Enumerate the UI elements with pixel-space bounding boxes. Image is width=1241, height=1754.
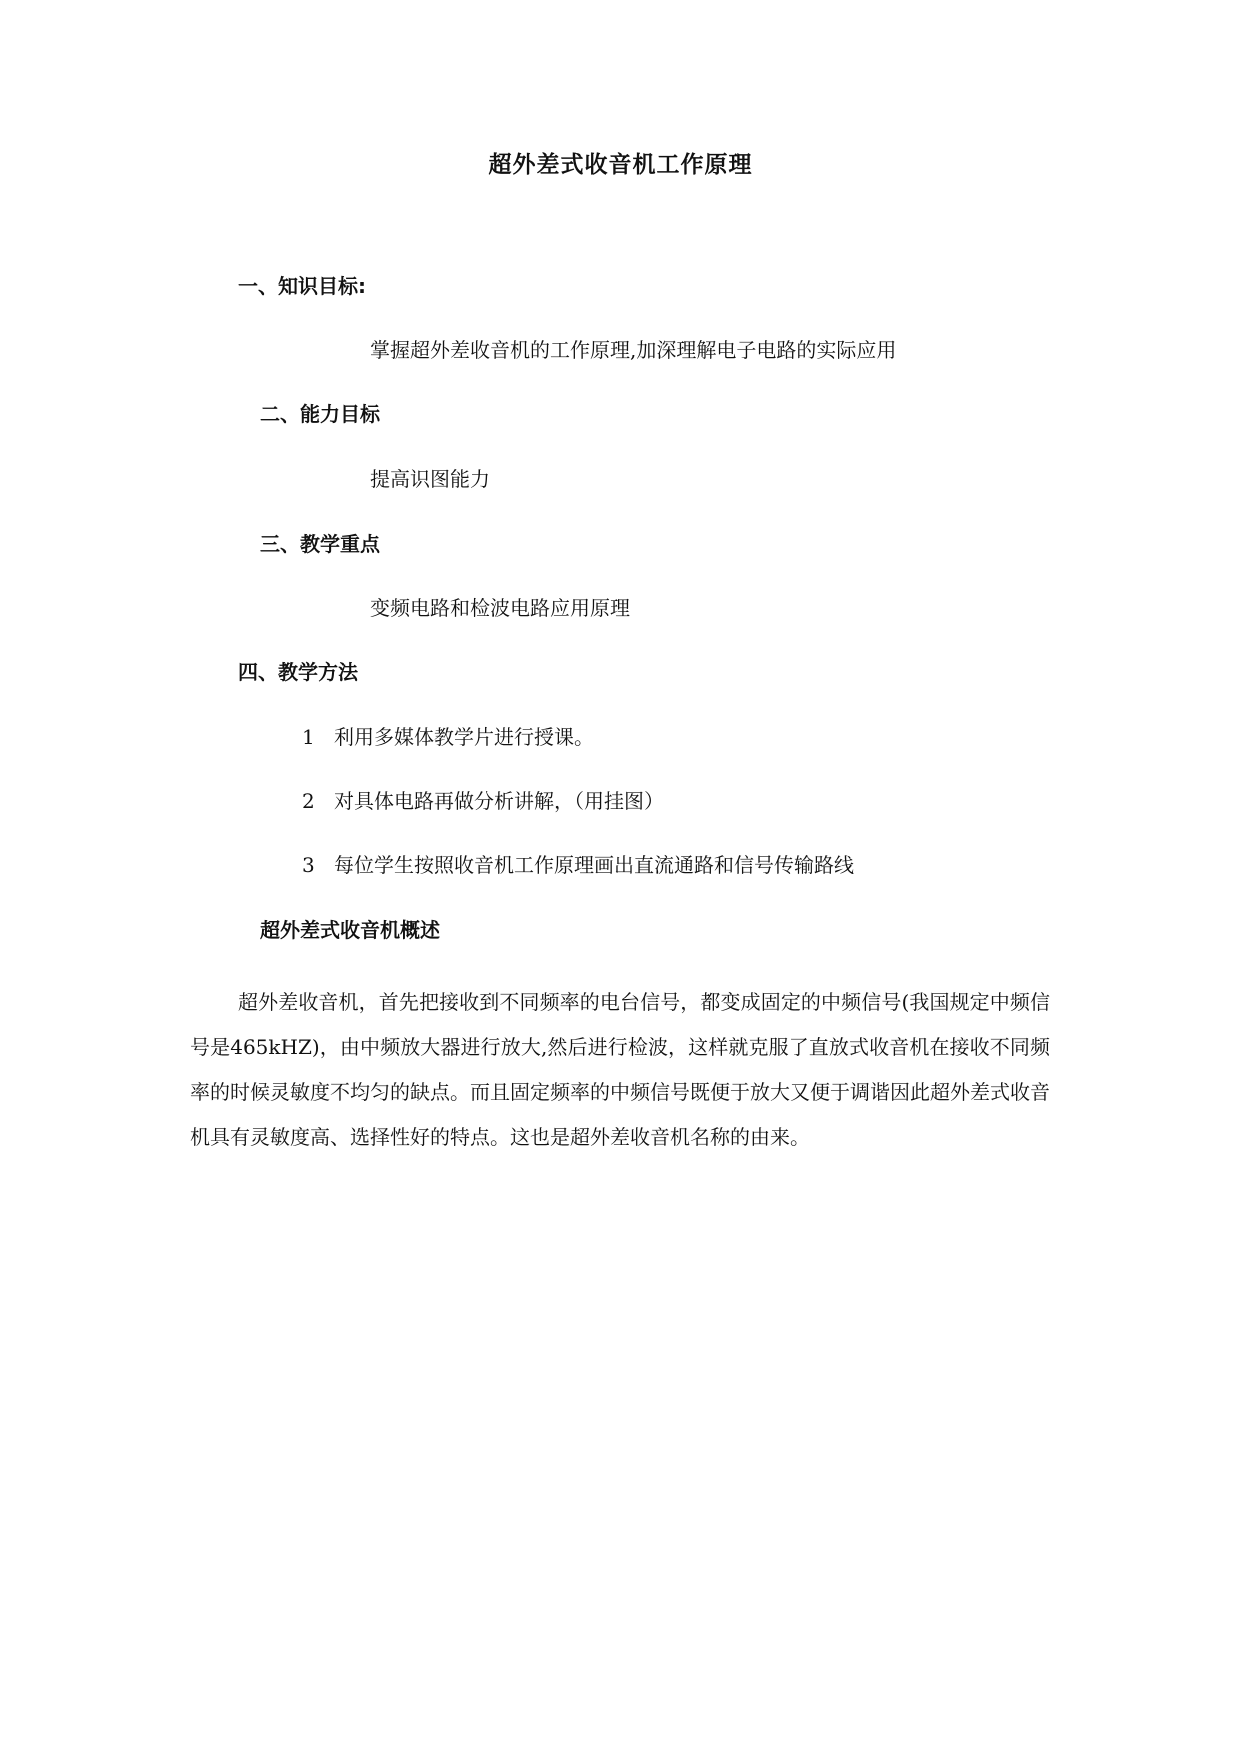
page-title: 超外差式收音机工作原理 <box>488 152 753 178</box>
method-item-number: 2 <box>302 789 315 813</box>
method-item-text: 对具体电路再做分析讲解，（用挂图） <box>334 789 664 813</box>
heading-teaching-focus: 三、教学重点 <box>260 532 380 556</box>
method-item-text: 每位学生按照收音机工作原理画出直流通路和信号传输路线 <box>334 853 854 877</box>
heading-knowledge-goal: 一、知识目标: <box>238 274 366 298</box>
method-item-number: 3 <box>302 853 315 877</box>
method-item <box>302 850 854 880</box>
heading-ability-goal: 二、能力目标 <box>260 402 380 426</box>
method-item-number: 1 <box>302 725 315 749</box>
ability-goal-text: 提高识图能力 <box>370 467 490 491</box>
overview-paragraph: 超外差收音机，首先把接收到不同频率的电台信号，都变成固定的中频信号(我国规定中频信号是465kHZ)，由中频放大器进行放大,然后进行检波，这样就克服了直放式收音机在接收不同频率的时候灵敏度不均匀的缺点。而且固定频率的中频信号既便于放大又便于调谐因此超外差式收音机具有灵敏度高、选择性好的特点。这也是超外差收音机名称的由来。 <box>190 990 1050 1149</box>
method-item <box>302 786 664 816</box>
heading-teaching-method: 四、教学方法 <box>238 660 358 684</box>
teaching-focus-text: 变频电路和检波电路应用原理 <box>370 596 630 620</box>
method-item-text: 利用多媒体教学片进行授课。 <box>334 725 594 749</box>
knowledge-goal-text: 掌握超外差收音机的工作原理,加深理解电子电路的实际应用 <box>370 338 897 362</box>
heading-overview: 超外差式收音机概述 <box>260 918 440 942</box>
method-item <box>302 722 594 752</box>
